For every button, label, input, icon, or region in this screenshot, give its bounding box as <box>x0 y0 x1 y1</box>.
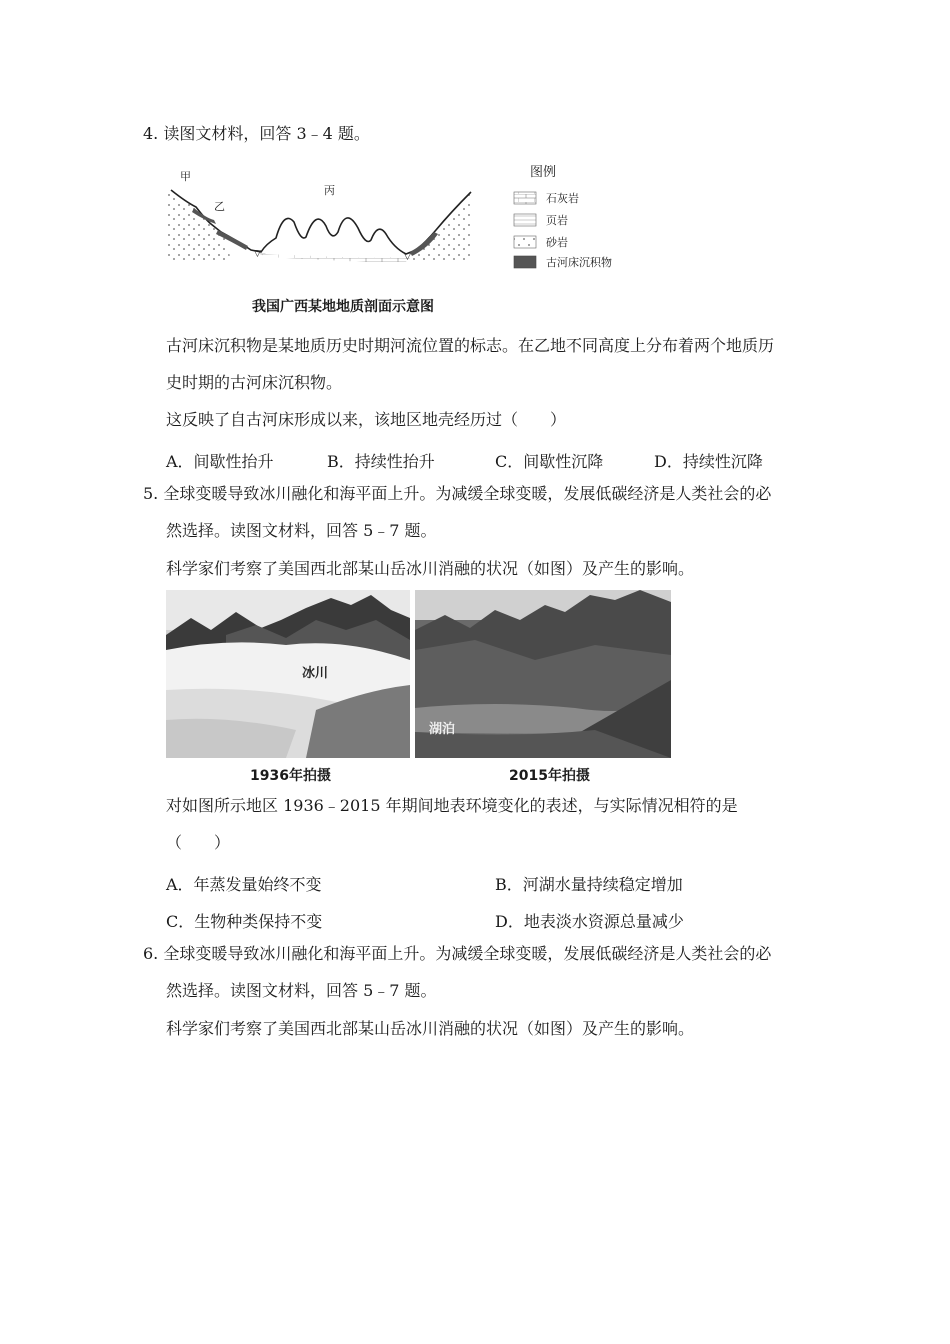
q4-question: 这反映了自古河床形成以来，该地区地壳经历过（ ） <box>166 410 567 429</box>
figure-caption: 我国广西某地地质剖面示意图 <box>252 299 434 315</box>
site-label-bing: 丙 <box>324 184 335 197</box>
q5-option-b[interactable]: B．河湖水量持续稳定增加 <box>495 875 683 894</box>
q5-question-line1: 对如图所示地区 1936﹣2015 年期间地表环境变化的表述，与实际情况相符的是 <box>166 796 738 815</box>
photo-caption-2015: 2015年拍摄 <box>509 768 590 784</box>
q5-number: 5. <box>143 484 159 503</box>
svg-text:▽: ▽ <box>254 249 261 259</box>
q5-option-d[interactable]: D．地表淡水资源总量减少 <box>495 912 684 931</box>
q4-option-c[interactable]: C．间歇性沉降 <box>495 452 604 471</box>
q6-stem-text: 全球变暖导致冰川融化和海平面上升。为减缓全球变暖，发展低碳经济是人类社会的必 <box>163 944 772 963</box>
q6-material: 科学家们考察了美国西北部某山岳冰川消融的状况（如图）及产生的影响。 <box>166 1019 695 1038</box>
q5-stem-text: 全球变暖导致冰川融化和海平面上升。为减缓全球变暖，发展低碳经济是人类社会的必 <box>163 484 772 503</box>
q5-stem-line2: 然选择。读图文材料，回答 5﹣7 题。 <box>166 521 437 540</box>
q4-option-d[interactable]: D．持续性沉降 <box>654 452 763 471</box>
legend-label-limestone: 石灰岩 <box>546 192 579 205</box>
q6-number: 6. <box>143 944 159 963</box>
q4-option-a[interactable]: A．间歇性抬升 <box>166 452 274 471</box>
legend-label-riverbed: 古河床沉积物 <box>546 256 612 269</box>
q5-stem-line1 <box>143 486 771 502</box>
glacier-label: 冰川 <box>302 666 329 681</box>
q5-material: 科学家们考察了美国西北部某山岳冰川消融的状况（如图）及产生的影响。 <box>166 559 695 578</box>
legend-label-shale: 页岩 <box>546 214 568 227</box>
legend-label-sandstone: 砂岩 <box>546 236 568 249</box>
legend-swatch-shale <box>514 214 536 226</box>
q5-option-a[interactable]: A．年蒸发量始终不变 <box>166 875 322 894</box>
q5-option-c[interactable]: C．生物种类保持不变 <box>166 912 323 931</box>
photo-1936 <box>166 590 410 758</box>
q4-option-b[interactable]: B．持续性抬升 <box>327 452 435 471</box>
photo-2015 <box>415 590 671 758</box>
q4-material-line1: 古河床沉积物是某地质历史时期河流位置的标志。在乙地不同高度上分布着两个地质历 <box>166 336 775 355</box>
geologic-section-figure <box>166 162 646 312</box>
site-label-yi: 乙 <box>214 200 225 213</box>
q4-stem-text: 读图文材料，回答 3﹣4 题。 <box>163 124 370 143</box>
legend-swatch-limestone <box>514 192 536 204</box>
legend-title: 图例 <box>530 165 557 180</box>
legend-swatch-riverbed <box>514 256 536 268</box>
svg-text:▽: ▽ <box>404 252 411 262</box>
q5-question-line2: （ ） <box>166 833 231 852</box>
site-label-jia: 甲 <box>180 170 191 183</box>
q4-number: 4. <box>143 124 159 143</box>
photo-caption-1936: 1936年拍摄 <box>250 768 331 784</box>
lake-label: 湖泊 <box>429 722 456 737</box>
q4-material-line2: 史时期的古河床沉积物。 <box>166 373 343 392</box>
legend-swatch-sandstone <box>514 236 536 248</box>
q6-stem-line2: 然选择。读图文材料，回答 5﹣7 题。 <box>166 981 437 1000</box>
q4-stem <box>143 126 370 142</box>
q6-stem-line1 <box>143 946 771 962</box>
